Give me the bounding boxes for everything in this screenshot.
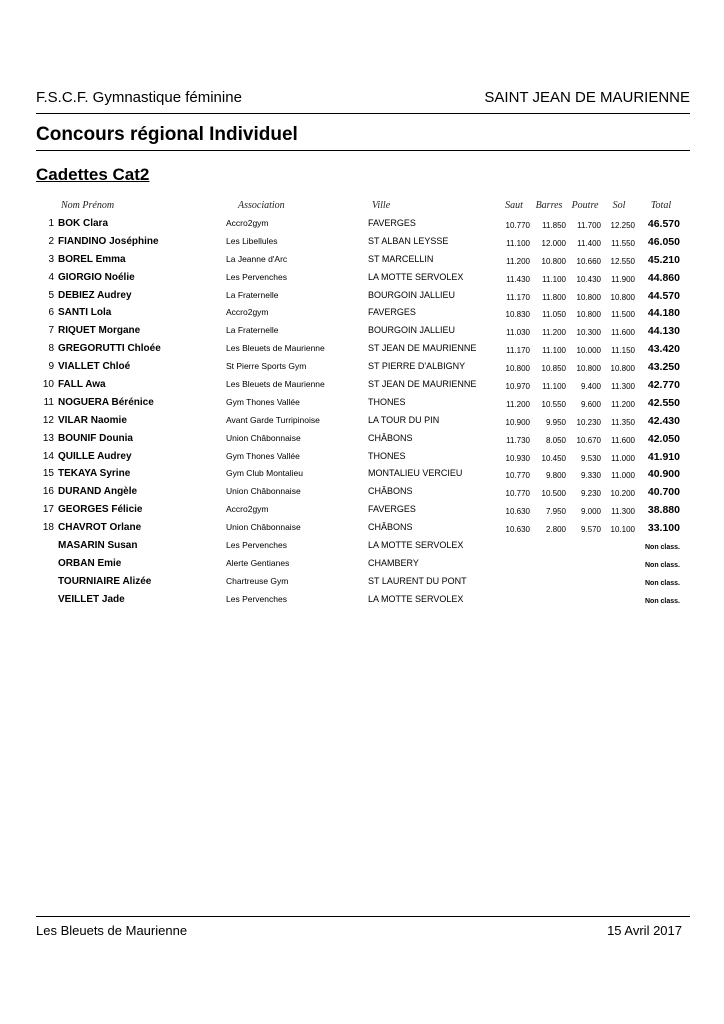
name-cell: BOK Clara: [58, 218, 109, 229]
total-score: 42.550: [647, 396, 680, 409]
poutre-score: 10.800: [576, 364, 601, 374]
association-cell: Gym Club Montalieu: [226, 468, 304, 479]
barres-score: 12.000: [541, 238, 566, 248]
table-row: [0, 234, 724, 252]
total-score: 45.210: [647, 253, 680, 266]
barres-score: 9.800: [545, 471, 566, 481]
barres-score: 8.050: [545, 435, 566, 445]
name-cell: GIORGIO Noélie: [58, 271, 135, 283]
poutre-score: 11.400: [577, 238, 601, 248]
ville-cell: ST JEAN DE MAURIENNE: [368, 343, 477, 354]
table-row: [0, 341, 724, 359]
name-cell: FALL Awa: [58, 379, 106, 391]
saut-score: 10.930: [505, 453, 530, 463]
rank-cell: 14: [42, 450, 54, 462]
total-score: 44.570: [647, 289, 680, 302]
poutre-score: 10.660: [576, 256, 601, 266]
association-cell: Les Libellules: [226, 235, 278, 246]
association-cell: St Pierre Sports Gym: [226, 361, 307, 372]
barres-score: 10.800: [541, 256, 566, 266]
table-row: [0, 252, 724, 270]
table-row: [0, 520, 724, 538]
poutre-score: 10.300: [576, 328, 601, 338]
column-header-barres: Barres: [535, 200, 563, 211]
ville-cell: ST ALBAN LEYSSE: [368, 235, 449, 246]
saut-score: 11.730: [506, 435, 530, 445]
rank-cell: 5: [48, 289, 54, 301]
barres-score: 10.500: [541, 489, 566, 499]
location-label: SAINT JEAN DE MAURIENNE: [484, 89, 690, 106]
saut-score: 10.770: [505, 489, 530, 499]
poutre-score: 10.000: [576, 346, 601, 356]
rank-cell: 3: [48, 253, 54, 265]
association-cell: Chartreuse Gym: [226, 575, 289, 586]
rank-cell: 6: [48, 307, 54, 319]
federation-label: F.S.C.F. Gymnastique féminine: [36, 89, 242, 106]
ville-cell: CHAMBERY: [368, 557, 419, 568]
rank-cell: 13: [42, 432, 54, 444]
ville-cell: CHÂBONS: [368, 522, 413, 533]
total-score: 44.180: [647, 307, 680, 320]
saut-score: 11.100: [506, 238, 530, 248]
ville-cell: CHÂBONS: [368, 486, 413, 497]
table-row: [0, 556, 724, 574]
saut-score: 10.770: [505, 221, 530, 230]
saut-score: 10.830: [505, 310, 530, 320]
barres-score: 10.450: [541, 453, 566, 463]
ville-cell: BOURGOIN JALLIEU: [368, 325, 456, 336]
poutre-score: 10.670: [576, 435, 601, 445]
table-row: [0, 270, 724, 288]
sol-score: 11.200: [611, 399, 635, 409]
total-score: Non class.: [644, 544, 680, 552]
poutre-score: 9.600: [580, 399, 601, 409]
saut-score: 10.630: [505, 525, 530, 535]
rank-cell: 18: [42, 522, 54, 534]
ville-cell: LA TOUR DU PIN: [368, 414, 440, 425]
association-cell: Les Bleuets de Maurienne: [226, 343, 325, 354]
poutre-score: 10.430: [576, 274, 601, 284]
association-cell: Union Châbonnaise: [226, 432, 301, 443]
table-row: [0, 484, 724, 502]
barres-score: 11.850: [542, 221, 566, 230]
association-cell: Avant Garde Turripinoise: [226, 414, 320, 425]
name-cell: QUILLE Audrey: [58, 450, 132, 462]
ville-cell: ST PIERRE D'ALBIGNY: [368, 361, 466, 372]
poutre-score: 9.570: [580, 525, 601, 535]
ville-cell: CHÂBONS: [368, 432, 413, 443]
saut-score: 10.900: [505, 417, 530, 427]
saut-score: 11.430: [506, 274, 530, 284]
sol-score: 10.100: [610, 525, 635, 535]
sol-score: 11.300: [611, 507, 635, 517]
association-cell: Gym Thones Vallée: [226, 396, 300, 407]
footer-date: 15 Avril 2017: [607, 923, 682, 938]
total-score: Non class.: [644, 561, 680, 569]
sol-score: 11.500: [611, 310, 635, 320]
name-cell: GEORGES Félicie: [58, 504, 143, 516]
total-score: 46.050: [647, 235, 680, 248]
saut-score: 10.800: [505, 364, 530, 374]
table-row: [0, 323, 724, 341]
column-header-sol: Sol: [612, 200, 626, 211]
results-table: [0, 216, 724, 610]
rank-cell: 11: [43, 396, 54, 408]
table-row: [0, 377, 724, 395]
saut-score: 11.170: [506, 346, 530, 356]
ville-cell: FAVERGES: [368, 307, 416, 318]
page-title: Concours régional Individuel: [36, 124, 298, 145]
sol-score: 11.550: [611, 238, 635, 248]
poutre-score: 9.000: [580, 507, 601, 517]
association-cell: Accro2gym: [226, 307, 269, 318]
saut-score: 11.170: [506, 292, 530, 302]
association-cell: Les Pervenches: [226, 540, 287, 551]
name-cell: BOREL Emma: [58, 253, 126, 265]
saut-score: 11.200: [506, 399, 530, 409]
sol-score: 12.550: [610, 256, 635, 266]
saut-score: 11.030: [506, 328, 530, 338]
barres-score: 11.100: [542, 274, 566, 284]
column-header-name: Nom Prénom: [61, 200, 115, 211]
name-cell: VEILLET Jade: [58, 593, 125, 605]
ville-cell: FAVERGES: [368, 218, 416, 228]
sol-score: 11.300: [611, 382, 635, 392]
title-divider: [36, 150, 690, 151]
association-cell: Les Pervenches: [226, 593, 287, 604]
table-row: [0, 305, 724, 323]
total-score: 41.910: [647, 450, 680, 463]
name-cell: VIALLET Chloé: [58, 361, 131, 373]
association-cell: Union Châbonnaise: [226, 522, 301, 533]
rank-cell: 2: [48, 235, 54, 247]
name-cell: FIANDINO Joséphine: [58, 235, 159, 247]
name-cell: ORBAN Emie: [58, 557, 122, 569]
rank-cell: 16: [42, 486, 54, 498]
rank-cell: 9: [48, 361, 54, 373]
poutre-score: 9.230: [580, 489, 601, 499]
barres-score: 11.800: [542, 292, 566, 302]
total-score: 33.100: [647, 522, 680, 535]
footer-divider: [36, 916, 690, 917]
poutre-score: 10.800: [576, 292, 601, 302]
poutre-score: 9.530: [580, 453, 601, 463]
table-row: [0, 574, 724, 592]
sol-score: 10.200: [610, 489, 635, 499]
footer-club: Les Bleuets de Maurienne: [36, 923, 188, 938]
name-cell: TEKAYA Syrine: [58, 468, 131, 480]
table-row: [0, 502, 724, 520]
total-score: 43.420: [647, 343, 680, 356]
column-header-association: Association: [238, 200, 285, 211]
name-cell: BOUNIF Dounia: [58, 432, 133, 444]
sol-score: 10.800: [610, 364, 635, 374]
barres-score: 11.200: [542, 328, 566, 338]
rank-cell: 4: [48, 271, 54, 283]
association-cell: Alerte Gentianes: [226, 557, 290, 568]
ville-cell: MONTALIEU VERCIEU: [368, 468, 463, 479]
ville-cell: BOURGOIN JALLIEU: [368, 289, 456, 300]
table-row: [0, 449, 724, 467]
rank-cell: 12: [42, 414, 54, 426]
total-score: 40.700: [647, 486, 680, 499]
table-row: [0, 359, 724, 377]
sol-score: 12.250: [610, 221, 635, 230]
association-cell: Union Châbonnaise: [226, 486, 301, 497]
rank-cell: 17: [42, 504, 54, 516]
total-score: 44.860: [647, 271, 680, 284]
barres-score: 9.950: [545, 417, 566, 427]
sol-score: 11.000: [611, 453, 635, 463]
name-cell: CHAVROT Orlane: [58, 522, 142, 534]
barres-score: 11.100: [542, 346, 566, 356]
saut-score: 11.200: [506, 256, 530, 266]
association-cell: Les Bleuets de Maurienne: [226, 379, 325, 390]
ville-cell: LA MOTTE SERVOLEX: [368, 271, 464, 282]
saut-score: 10.970: [505, 382, 530, 392]
total-score: Non class.: [644, 579, 680, 587]
saut-score: 10.770: [505, 471, 530, 481]
table-row: [0, 395, 724, 413]
poutre-score: 9.400: [580, 382, 601, 392]
name-cell: NOGUERA Bérénice: [58, 396, 154, 408]
rank-cell: 7: [48, 325, 54, 337]
name-cell: DEBIEZ Audrey: [58, 289, 132, 301]
barres-score: 11.050: [542, 310, 566, 320]
sol-score: 11.000: [611, 471, 635, 481]
column-header-ville: Ville: [372, 200, 391, 211]
barres-score: 7.950: [545, 507, 566, 517]
name-cell: TOURNIAIRE Alizée: [58, 575, 152, 587]
name-cell: VILAR Naomie: [58, 414, 127, 426]
poutre-score: 9.330: [580, 471, 601, 481]
table-row: [0, 431, 724, 449]
ville-cell: FAVERGES: [368, 504, 416, 515]
rank-cell: 1: [48, 218, 54, 229]
rank-cell: 15: [42, 468, 54, 480]
total-score: 38.880: [647, 504, 680, 517]
ville-cell: LA MOTTE SERVOLEX: [368, 593, 464, 604]
total-score: 46.570: [647, 218, 680, 230]
name-cell: GREGORUTTI Chloée: [58, 343, 161, 355]
association-cell: Gym Thones Vallée: [226, 450, 300, 461]
column-header-poutre: Poutre: [571, 200, 599, 211]
table-row: [0, 538, 724, 556]
ville-cell: ST MARCELLIN: [368, 253, 434, 264]
total-score: 42.430: [647, 414, 680, 427]
sol-score: 10.800: [610, 292, 635, 302]
poutre-score: 10.230: [576, 417, 601, 427]
total-score: 43.250: [647, 361, 680, 374]
table-row: [0, 288, 724, 306]
table-row: [0, 216, 724, 234]
ville-cell: ST LAURENT DU PONT: [368, 575, 467, 586]
total-score: 42.770: [647, 379, 680, 392]
association-cell: Accro2gym: [226, 504, 269, 515]
association-cell: Les Pervenches: [226, 271, 287, 282]
rank-cell: 8: [48, 343, 54, 355]
sol-score: 11.600: [611, 328, 635, 338]
name-cell: MASARIN Susan: [58, 540, 138, 552]
poutre-score: 10.800: [576, 310, 601, 320]
association-cell: La Jeanne d'Arc: [226, 253, 288, 264]
saut-score: 10.630: [505, 507, 530, 517]
total-score: 44.130: [647, 325, 680, 338]
association-cell: Accro2gym: [226, 218, 269, 228]
header-divider: [36, 113, 690, 114]
column-header-saut: Saut: [505, 200, 523, 211]
sol-score: 11.150: [611, 346, 635, 356]
sol-score: 11.350: [611, 417, 635, 427]
ville-cell: THONES: [368, 396, 406, 407]
total-score: 42.050: [647, 432, 680, 445]
total-score: 40.900: [647, 468, 680, 481]
ville-cell: LA MOTTE SERVOLEX: [368, 540, 464, 551]
rank-cell: 10: [42, 379, 54, 391]
poutre-score: 11.700: [577, 221, 601, 230]
table-row: [0, 413, 724, 431]
barres-score: 10.850: [541, 364, 566, 374]
association-cell: La Fraternelle: [226, 325, 279, 336]
sol-score: 11.900: [611, 274, 635, 284]
total-score: Non class.: [644, 597, 680, 605]
category-title: Cadettes Cat2: [36, 165, 150, 184]
association-cell: La Fraternelle: [226, 289, 279, 300]
table-row: [0, 466, 724, 484]
name-cell: DURAND Angèle: [58, 486, 138, 498]
name-cell: SANTI Lola: [58, 307, 112, 319]
column-header-total: Total: [650, 200, 672, 211]
sol-score: 11.600: [611, 435, 635, 445]
barres-score: 2.800: [545, 525, 566, 535]
ville-cell: THONES: [368, 450, 406, 461]
barres-score: 10.550: [541, 399, 566, 409]
table-row: [0, 592, 724, 610]
name-cell: RIQUET Morgane: [58, 325, 141, 337]
barres-score: 11.100: [542, 382, 566, 392]
ville-cell: ST JEAN DE MAURIENNE: [368, 379, 477, 390]
